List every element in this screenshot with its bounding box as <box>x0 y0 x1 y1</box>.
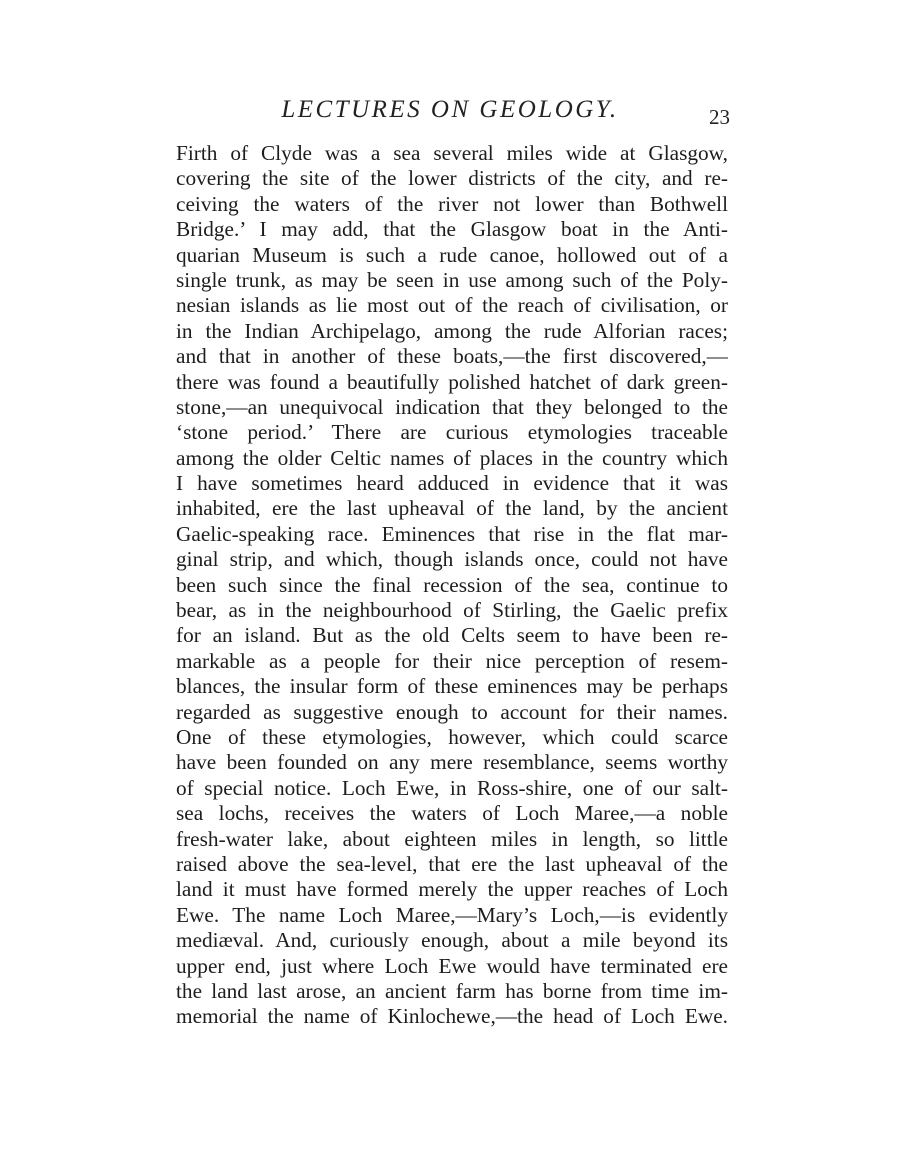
text-line: I have sometimes heard adduced in evidence that it was <box>176 471 728 496</box>
text-line: One of these etymologies, however, which could scarce <box>176 724 728 749</box>
text-line: been such since the final recession of the sea, continue to <box>176 572 728 597</box>
text-line: in the Indian Archipelago, among the rude Alforian races; <box>176 318 728 343</box>
text-line: ginal strip, and which, though islands once, could not have <box>176 547 728 572</box>
text-line: sea lochs, receives the waters of Loch Maree,—a noble <box>176 801 728 826</box>
text-line: nesian islands as lie most out of the reach of civilisation, or <box>176 293 728 318</box>
text-line: the land last arose, an ancient farm has borne from time im- <box>176 978 728 1003</box>
text-line: ceiving the waters of the river not lower than Bothwell <box>176 191 728 216</box>
text-line: Bridge.’ I may add, that the Glasgow boat in the Anti- <box>176 217 728 242</box>
text-line: there was found a beautifully polished hatchet of dark green- <box>176 369 728 394</box>
text-line: upper end, just where Loch Ewe would have terminated ere <box>176 953 728 978</box>
text-line: memorial the name of Kinlochewe,—the head of Loch Ewe. <box>176 1004 728 1029</box>
page-number: 23 <box>709 105 730 129</box>
text-line: regarded as suggestive enough to account for their names. <box>176 699 728 724</box>
text-line: ‘stone period.’ There are curious etymologies traceable <box>176 420 728 445</box>
text-line: bear, as in the neighbourhood of Stirling, the Gaelic prefix <box>176 598 728 623</box>
text-line: mediæval. And, curiously enough, about a mile beyond its <box>176 928 728 953</box>
text-line: for an island. But as the old Celts seem to have been re- <box>176 623 728 648</box>
text-line: inhabited, ere the last upheaval of the land, by the ancient <box>176 496 728 521</box>
running-head <box>0 92 900 128</box>
running-title: LECTURES ON GEOLOGY. <box>281 96 619 123</box>
text-line: and that in another of these boats,—the first discovered,— <box>176 344 728 369</box>
text-line: quarian Museum is such a rude canoe, hollowed out of a <box>176 242 728 267</box>
text-line: of special notice. Loch Ewe, in Ross-shire, one of our salt- <box>176 775 728 800</box>
text-line: Gaelic-speaking race. Eminences that rise in the flat mar- <box>176 521 728 546</box>
text-line: land it must have formed merely the upper reaches of Loch <box>176 877 728 902</box>
text-line: Ewe. The name Loch Maree,—Mary’s Loch,—is evidently <box>176 902 728 927</box>
text-line: covering the site of the lower districts of the city, and re- <box>176 166 728 191</box>
text-line: Firth of Clyde was a sea several miles wide at Glasgow, <box>176 141 728 165</box>
text-line: blances, the insular form of these eminences may be perhaps <box>176 674 728 699</box>
text-line: have been founded on any mere resemblance, seems worthy <box>176 750 728 775</box>
text-line: single trunk, as may be seen in use among such of the Poly- <box>176 267 728 292</box>
text-line: raised above the sea-level, that ere the last upheaval of the <box>176 851 728 876</box>
text-line: markable as a people for their nice perception of resem- <box>176 648 728 673</box>
body-text <box>176 141 728 1030</box>
text-line: among the older Celtic names of places in the country which <box>176 445 728 470</box>
text-line: stone,—an unequivocal indication that they belonged to the <box>176 394 728 419</box>
text-line: fresh-water lake, about eighteen miles in length, so little <box>176 826 728 851</box>
